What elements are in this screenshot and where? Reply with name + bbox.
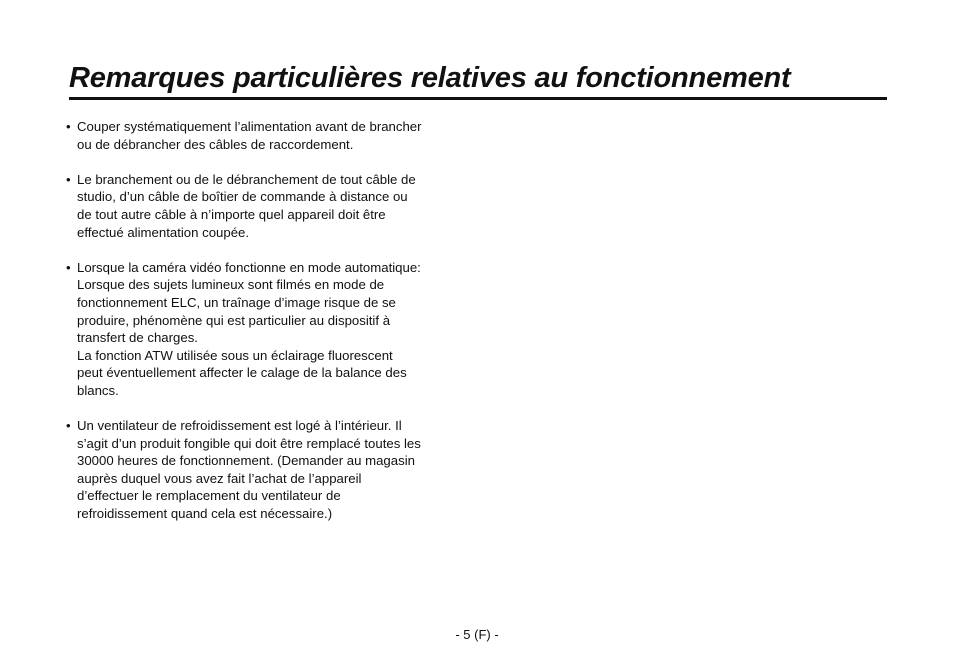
note-item bbox=[66, 171, 466, 241]
note-line: Lorsque des sujets lumineux sont filmés en mode de bbox=[77, 277, 385, 293]
bullet-icon: • bbox=[66, 259, 71, 275]
bullet-icon: • bbox=[66, 418, 71, 434]
note-line: effectué alimentation coupée. bbox=[77, 224, 250, 240]
title-underline bbox=[69, 97, 887, 100]
note-line: Couper systématiquement l’alimentation avant de brancher bbox=[77, 119, 422, 134]
note-item bbox=[66, 118, 466, 153]
note-line: s’agit d’un produit fongible qui doit être remplacé toutes les bbox=[77, 435, 421, 451]
note-line: refroidissement quand cela est nécessaire.) bbox=[77, 506, 333, 522]
note-line: fonctionnement ELC, un traînage d’image risque de se bbox=[77, 294, 396, 310]
note-line: 30000 heures de fonctionnement. (Demander au magasin bbox=[77, 453, 415, 469]
note-line: ou de débrancher des câbles de raccordement. bbox=[77, 136, 354, 152]
note-line: blancs. bbox=[77, 382, 119, 398]
note-line: Le branchement ou de le débranchement de tout câble de bbox=[77, 171, 416, 187]
page-number: - 5 (F) - bbox=[455, 627, 499, 642]
note-line: Un ventilateur de refroidissement est logé à l’intérieur. Il bbox=[77, 418, 402, 434]
note-line: La fonction ATW utilisée sous un éclairage fluorescent bbox=[77, 347, 393, 363]
note-line: studio, d’un câble de boîtier de commande à distance ou bbox=[77, 189, 408, 205]
note-line: produire, phénomène qui est particulier au dispositif à bbox=[77, 312, 391, 328]
note-line: transfert de charges. bbox=[77, 330, 198, 346]
bullet-icon: • bbox=[66, 171, 71, 187]
note-item bbox=[66, 259, 466, 400]
page-footer bbox=[0, 626, 954, 644]
note-item bbox=[66, 417, 466, 523]
note-line: Lorsque la caméra vidéo fonctionne en mode automatique: bbox=[77, 259, 421, 275]
note-line: d’effectuer le remplacement du ventilateur de bbox=[77, 488, 341, 504]
note-line: auprès duquel vous avez fait l’achat de l’appareil bbox=[77, 470, 362, 486]
note-line: peut éventuellement affecter le calage de la balance des bbox=[77, 365, 407, 381]
note-line: de tout autre câble à n’importe quel appareil doit être bbox=[77, 206, 386, 222]
bullet-icon: • bbox=[66, 119, 71, 134]
notes-list bbox=[66, 118, 466, 540]
page-title: Remarques particulières relatives au fonctionnement bbox=[69, 62, 791, 94]
